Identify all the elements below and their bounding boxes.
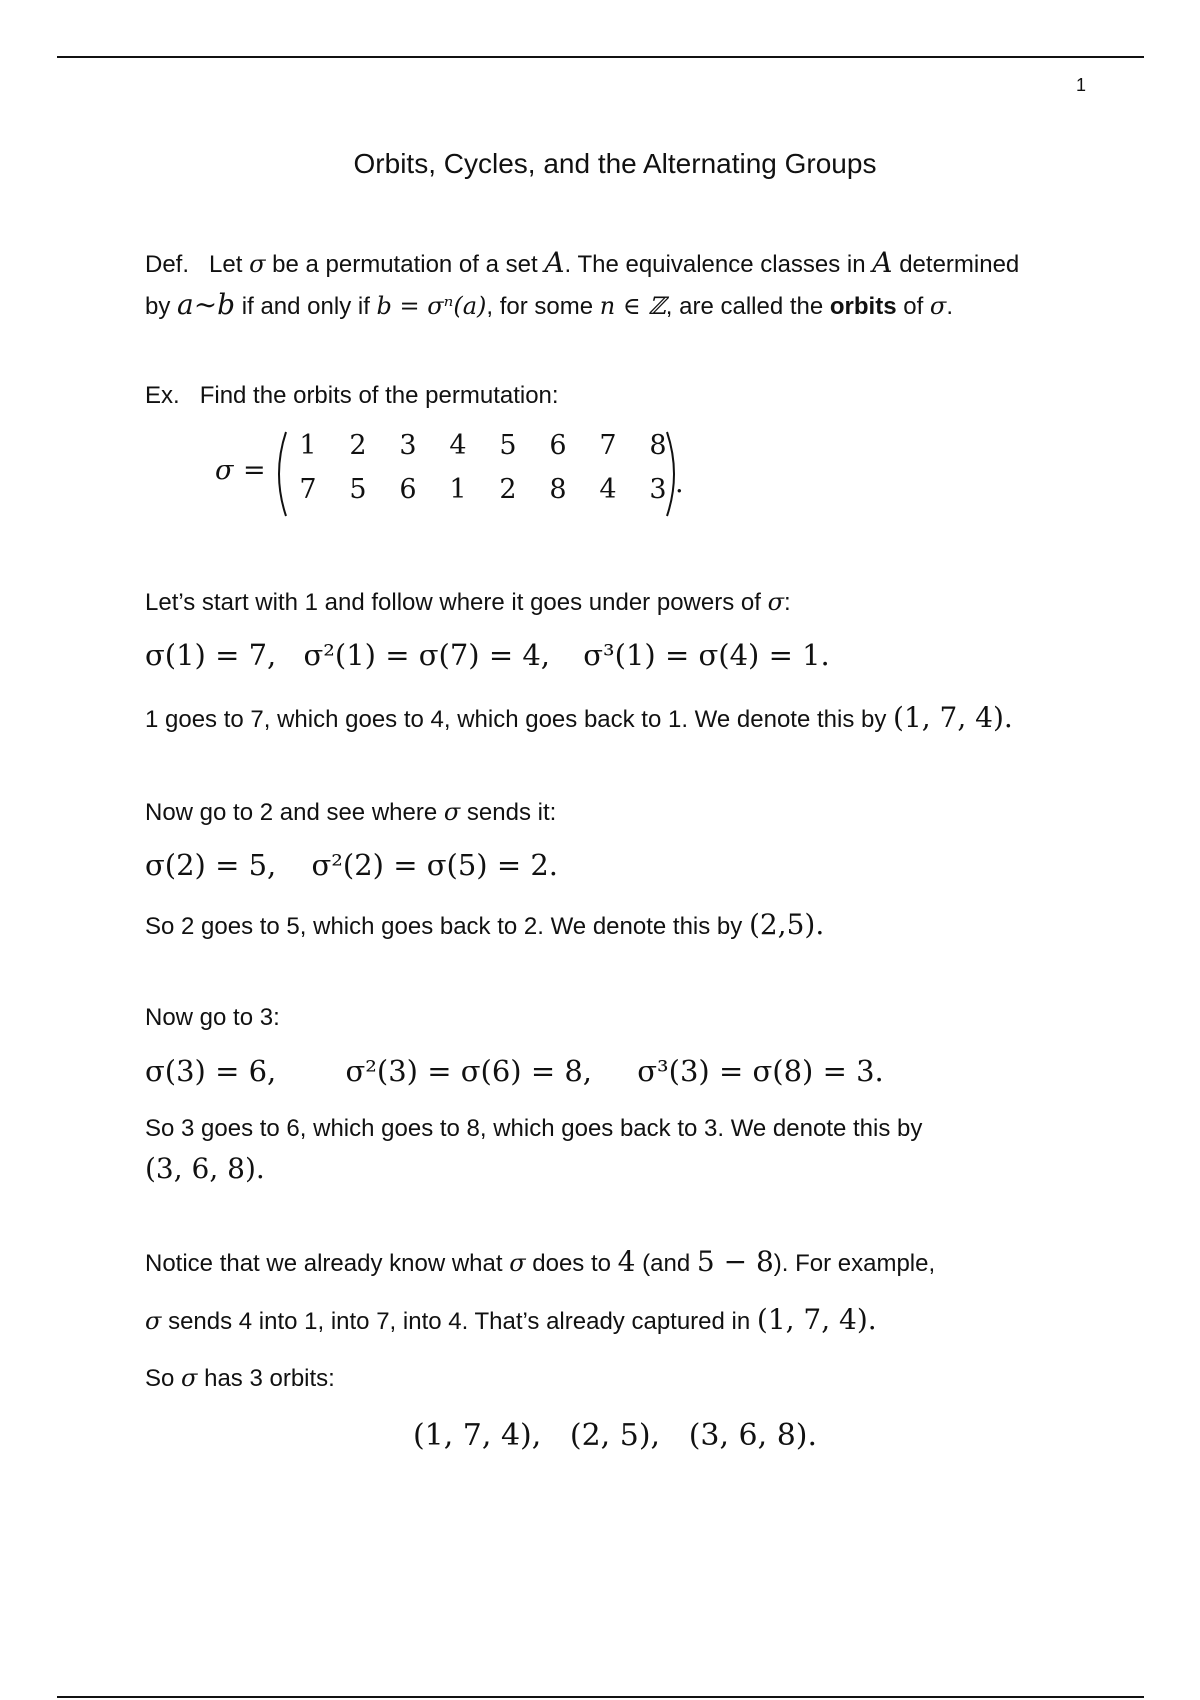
- section3-conclusion: So 3 goes to 6, which goes to 8, which goes back to 3. We denote this by: [145, 1115, 923, 1142]
- permutation-top-row: 1 2 3 4 5 6 7 8: [299, 430, 667, 461]
- bottom-rule: [57, 1696, 1144, 1698]
- example-label: Ex.: [145, 382, 180, 409]
- section3-intro: Now go to 3:: [145, 1004, 280, 1031]
- orbits-term: orbits: [829, 293, 897, 320]
- page-title: Orbits, Cycles, and the Alternating Groups: [353, 148, 877, 179]
- section3-cycle: (3, 6, 8).: [145, 1152, 265, 1185]
- top-rule: [57, 56, 1144, 58]
- notice-line-2: σ sends 4 into 1, into 7, into 4. That’s already captured in (1, 7, 4).: [145, 1303, 877, 1336]
- definition-label: Def.: [145, 251, 190, 278]
- section3-equation: σ(3) = 6, σ²(3) = σ(6) = 8, σ³(3) = σ(8) = 3.: [145, 1054, 884, 1088]
- section1-equation: σ(1) = 7, σ²(1) = σ(7) = 4, σ³(1) = σ(4) = 1.: [145, 638, 830, 672]
- section2-conclusion: So 2 goes to 5, which goes back to 2. We denote this by (2,5).: [145, 908, 825, 941]
- section1-intro: Let’s start with 1 and follow where it goes under powers of σ:: [145, 588, 791, 616]
- definition-line-1: Def. Let σ be a permutation of a set A. The equivalence classes in A determined: [145, 246, 1020, 279]
- definition-line-2: by a∼b if and only if b = σⁿ(a), for some n ∈ ℤ, are called the orbits of σ.: [145, 288, 953, 321]
- section1-conclusion: 1 goes to 7, which goes to 4, which goes back to 1. We denote this by (1, 7, 4).: [145, 701, 1013, 734]
- section2-equation: σ(2) = 5, σ²(2) = σ(5) = 2.: [145, 848, 559, 882]
- orbits-result: (1, 7, 4), (2, 5), (3, 6, 8).: [412, 1418, 818, 1453]
- notice-line-1: Notice that we already know what σ does to 4 (and 5 − 8). For example,: [145, 1245, 936, 1278]
- notice-line-3: So σ has 3 orbits:: [145, 1364, 335, 1392]
- section2-intro: Now go to 2 and see where σ sends it:: [145, 798, 557, 826]
- example-line: Ex. Find the orbits of the permutation:: [145, 382, 559, 409]
- permutation-bottom-row: 7 5 6 1 2 8 4 3: [299, 474, 667, 505]
- page-number: 1: [1076, 75, 1087, 95]
